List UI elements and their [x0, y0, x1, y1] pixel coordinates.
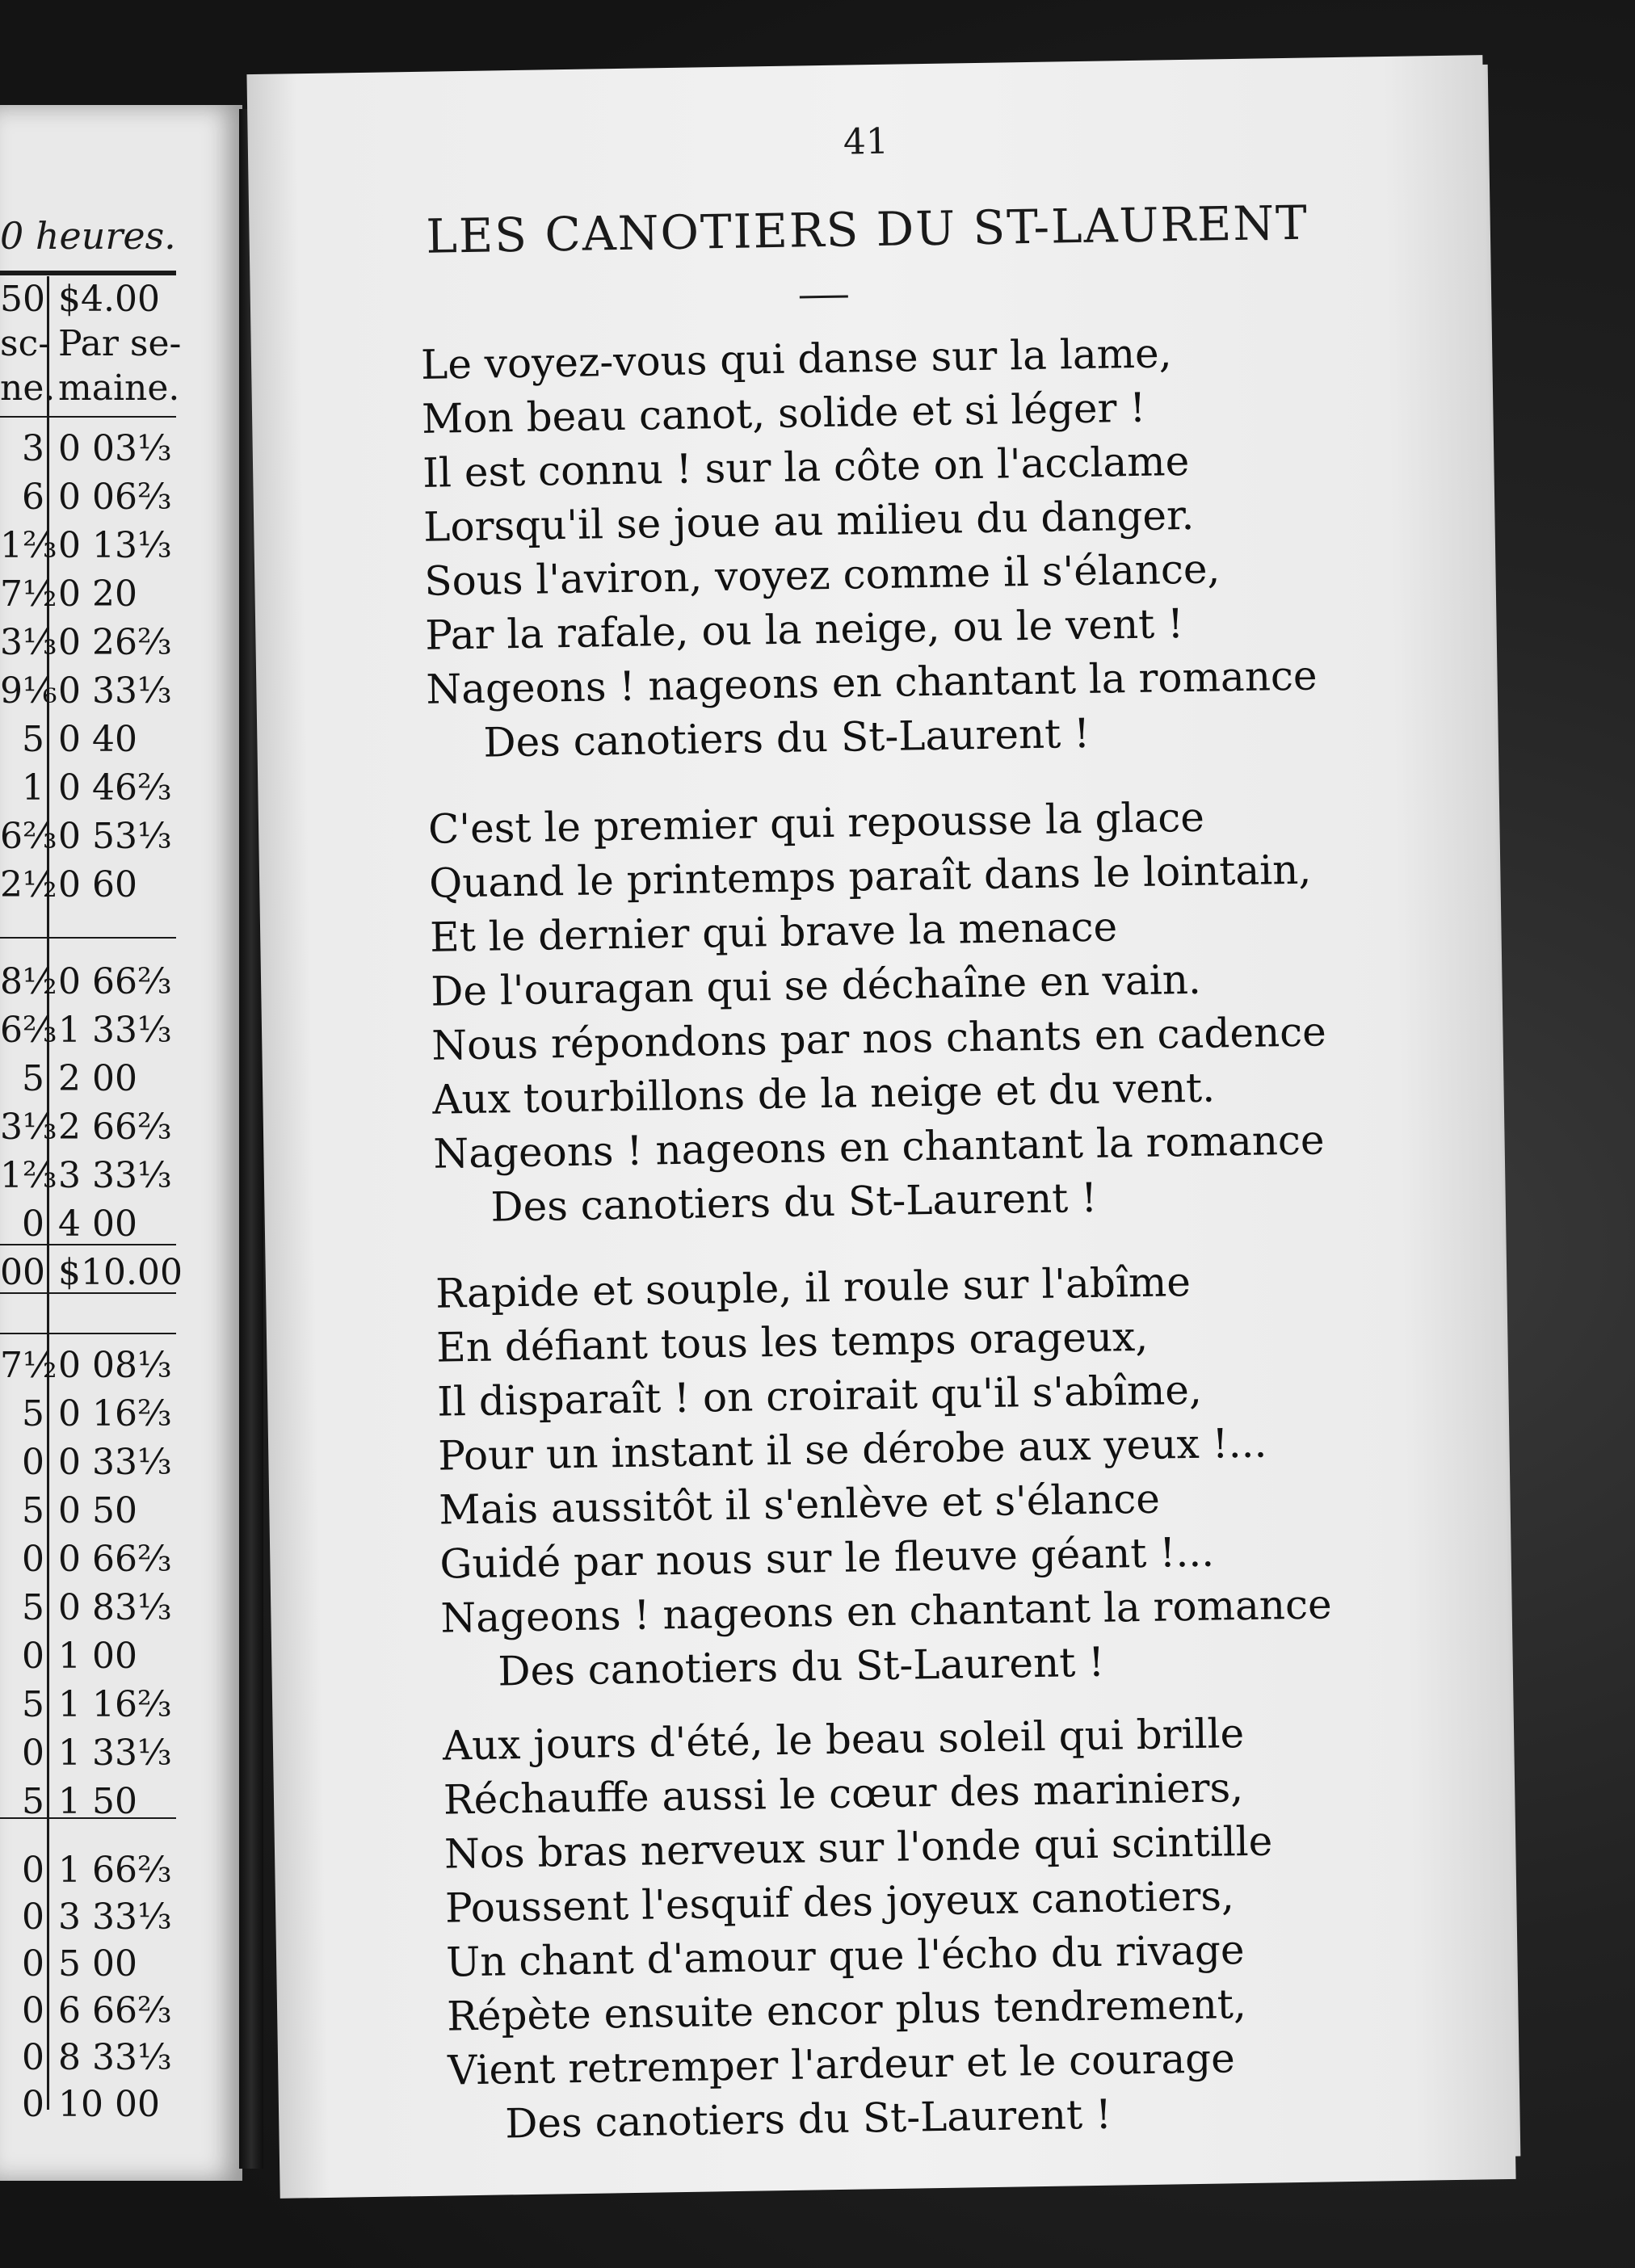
table-cell-left: 3⅓	[0, 1107, 57, 1148]
table-cell-left: 6⅔	[0, 1010, 57, 1051]
title-dash	[800, 296, 848, 299]
table-cell-left: 7½	[0, 1345, 57, 1386]
table-cell-right: 0 83⅓	[58, 1587, 172, 1628]
stanza-4	[442, 1704, 1418, 2152]
table-row	[0, 1203, 194, 1252]
table-rule	[0, 271, 176, 275]
table-row	[0, 573, 194, 622]
table-cell-left: 0	[22, 1539, 44, 1580]
table-cell-right: 3 33⅓	[58, 1896, 172, 1938]
table-row	[0, 2037, 194, 2085]
table-cell-left: 1⅔	[0, 1155, 57, 1196]
table-cell-left: 0	[22, 1850, 44, 1891]
table-cell-right: 0 53⅓	[58, 816, 172, 857]
table-cell-right: 5 00	[58, 1943, 137, 1984]
table-cell-left: 5	[22, 1781, 44, 1822]
table-cell-left: 0	[22, 1732, 44, 1774]
table-cell-right: 0 16⅔	[58, 1393, 172, 1434]
refrain-line: Des canotiers du St-Laurent !	[504, 2090, 1112, 2148]
verse-line: Poussent l'esquif des joyeux canotiers,	[444, 1872, 1235, 1932]
table-cell-right: maine.	[58, 368, 180, 409]
refrain-line: Des canotiers du St-Laurent !	[483, 709, 1091, 766]
table-cell-right: 0 66⅔	[58, 1539, 172, 1580]
table-row	[0, 1850, 194, 1898]
verse-line: Et le dernier qui brave la menace	[429, 903, 1118, 961]
table-row	[0, 1442, 194, 1490]
table-cell-right: 4 00	[58, 1203, 137, 1245]
verse-line: Répète ensuite encor plus tendrement,	[446, 1980, 1247, 2040]
table-row	[0, 1781, 194, 1829]
table-row	[0, 279, 194, 327]
table-row	[0, 368, 194, 416]
table-cell-left: 6	[22, 477, 44, 518]
table-cell-right: 1 50	[58, 1781, 137, 1822]
table-cell-left: 0	[22, 1990, 44, 2031]
table-cell-left: 5	[22, 719, 44, 760]
verse-line: Pour un instant il se dérobe aux yeux !...	[437, 1419, 1267, 1480]
verse-line: C'est le premier qui repousse la glace	[427, 793, 1205, 853]
verse-line: Nos bras nerveux sur l'onde qui scintille	[443, 1817, 1273, 1878]
table-cell-left: 1	[22, 767, 44, 808]
table-row	[0, 767, 194, 816]
table-cell-right: 0 08⅓	[58, 1345, 172, 1386]
table-cell-right: 3 33⅓	[58, 1155, 172, 1196]
table-cell-left: 0	[22, 1442, 44, 1483]
table-row	[0, 1539, 194, 1587]
verse-line: Nous répondons par nos chants en cadence	[431, 1008, 1327, 1069]
table-row	[0, 961, 194, 1010]
table-cell-left: 1⅔	[0, 525, 57, 566]
table-cell-left: 0	[22, 2037, 44, 2078]
table-cell-right: 0 46⅔	[58, 767, 172, 808]
table-row	[0, 1896, 194, 1945]
table-row	[0, 1155, 194, 1203]
page-number: 41	[843, 120, 889, 163]
verse-line: Quand le printemps paraît dans le lointain,	[428, 846, 1312, 907]
table-cell-left: 5	[22, 1393, 44, 1434]
table-cell-right: 8 33⅓	[58, 2037, 172, 2078]
table-row	[0, 428, 194, 477]
table-cell-left: 0	[22, 2084, 44, 2125]
table-cell-left: ne.	[0, 368, 56, 409]
table-row	[0, 1010, 194, 1058]
verse-line: En défiant tous les temps orageux,	[435, 1312, 1149, 1371]
table-row	[0, 816, 194, 864]
table-cell-left: 7½	[0, 573, 57, 615]
table-cell-left: 8½	[0, 961, 57, 1002]
table-cell-right: $10.00	[58, 1252, 183, 1293]
table-cell-left: 5	[22, 1490, 44, 1531]
verse-line: Réchauffe aussi le cœur des mariniers,	[443, 1764, 1244, 1824]
table-row	[0, 1490, 194, 1539]
verse-line: Nageons ! nageons en chantant la romance	[425, 652, 1318, 713]
table-cell-left: 5	[22, 1058, 44, 1099]
verse-line: De l'ouragan qui se déchaîne en vain.	[430, 956, 1202, 1015]
table-row	[0, 1393, 194, 1442]
table-rule	[0, 416, 176, 418]
table-cell-right: 0 60	[58, 864, 137, 905]
table-cell-right: 1 33⅓	[58, 1010, 172, 1051]
table-row	[0, 670, 194, 719]
verse-line: Il disparaît ! on croirait qu'il s'abîme,	[436, 1366, 1203, 1426]
table-cell-left: 5	[22, 1587, 44, 1628]
table-cell-left: 3⅓	[0, 622, 57, 663]
verse-line: Il est connu ! sur la côte on l'acclame	[422, 437, 1190, 497]
table-cell-right: 0 13⅓	[58, 525, 172, 566]
verse-line: Guidé par nous sur le fleuve géant !...	[439, 1528, 1215, 1588]
table-cell-left: 9⅙	[0, 670, 57, 712]
table-row	[0, 1684, 194, 1732]
stanza-3	[435, 1252, 1411, 1700]
table-cell-right: 1 33⅓	[58, 1732, 172, 1774]
table-row	[0, 864, 194, 913]
table-cell-left: 00	[0, 1252, 45, 1293]
table-cell-left: 3	[22, 428, 44, 469]
table-cell-right: 0 40	[58, 719, 137, 760]
table-cell-left: 0	[22, 1896, 44, 1938]
verse-line: Par la rafale, ou la neige, ou le vent !	[424, 600, 1184, 659]
table-cell-right: 2 00	[58, 1058, 137, 1099]
stanza-1	[421, 323, 1397, 771]
song-title: LES CANOTIERS DU ST-LAURENT	[425, 195, 1309, 264]
verse-line: Mon beau canot, solide et si léger !	[421, 384, 1146, 443]
verse-line: Le voyez-vous qui danse sur la lame,	[420, 330, 1172, 388]
table-header-hours: 0 heures.	[0, 214, 176, 258]
verse-line: Nageons ! nageons en chantant la romance	[440, 1581, 1332, 1642]
table-cell-left: 0	[22, 1943, 44, 1984]
table-cell-right: 6 66⅔	[58, 1990, 172, 2031]
table-cell-right: 0 20	[58, 573, 137, 615]
table-cell-right: 0 66⅔	[58, 961, 172, 1002]
table-cell-right: 2 66⅔	[58, 1107, 172, 1148]
table-row	[0, 1587, 194, 1636]
table-row	[0, 1732, 194, 1781]
table-cell-right: 1 66⅔	[58, 1850, 172, 1891]
table-cell-left: sc-	[0, 323, 51, 364]
table-cell-right: $4.00	[58, 279, 160, 320]
table-cell-right: 0 06⅔	[58, 477, 172, 518]
left-page-table	[0, 105, 242, 2181]
table-cell-left: 5	[22, 1684, 44, 1725]
table-row	[0, 2084, 194, 2132]
table-row	[0, 323, 194, 372]
table-cell-right: 0 33⅓	[58, 1442, 172, 1483]
table-row	[0, 477, 194, 525]
stanza-2	[428, 788, 1404, 1236]
table-cell-left: 0	[22, 1636, 44, 1677]
verse-line: Nageons ! nageons en chantant la romance	[433, 1116, 1325, 1178]
verse-line: Aux tourbillons de la neige et du vent.	[431, 1064, 1216, 1124]
table-row	[0, 1252, 194, 1300]
table-cell-right: 0 03⅓	[58, 428, 172, 469]
table-rule	[0, 937, 176, 939]
table-cell-right: 1 00	[58, 1636, 137, 1677]
table-row	[0, 1636, 194, 1684]
table-row	[0, 1345, 194, 1393]
table-cell-right: 0 50	[58, 1490, 137, 1531]
table-row	[0, 1058, 194, 1107]
table-cell-right: 10 00	[58, 2084, 160, 2125]
table-cell-left: 2½	[0, 864, 57, 905]
table-cell-right: 0 26⅔	[58, 622, 172, 663]
page-41	[246, 55, 1515, 2199]
table-row	[0, 1990, 194, 2039]
refrain-line: Des canotiers du St-Laurent !	[498, 1638, 1105, 1695]
table-row	[0, 622, 194, 670]
table-cell-right: 0 33⅓	[58, 670, 172, 712]
table-row	[0, 525, 194, 573]
refrain-line: Des canotiers du St-Laurent !	[490, 1174, 1098, 1231]
table-cell-right: 1 16⅔	[58, 1684, 172, 1725]
table-cell-left: 50	[0, 279, 45, 320]
verse-line: Rapide et souple, il roule sur l'abîme	[435, 1258, 1192, 1317]
table-rule	[0, 1333, 176, 1334]
verse-line: Un chant d'amour que l'écho du rivage	[445, 1926, 1245, 1986]
table-cell-right: Par se-	[58, 323, 182, 364]
table-row	[0, 719, 194, 767]
verse-line: Mais aussitôt il s'enlève et s'élance	[438, 1475, 1161, 1534]
verse-line: Vient retremper l'ardeur et le courage	[447, 2035, 1236, 2094]
verse-line: Sous l'aviron, voyez comme il s'élance,	[423, 545, 1221, 605]
table-row	[0, 1943, 194, 1992]
table-cell-left: 6⅔	[0, 816, 57, 857]
table-cell-left: 0	[22, 1203, 44, 1245]
table-row	[0, 1107, 194, 1155]
verse-line: Aux jours d'été, le beau soleil qui brille	[442, 1710, 1245, 1770]
verse-line: Lorsqu'il se joue au milieu du danger.	[422, 491, 1195, 551]
